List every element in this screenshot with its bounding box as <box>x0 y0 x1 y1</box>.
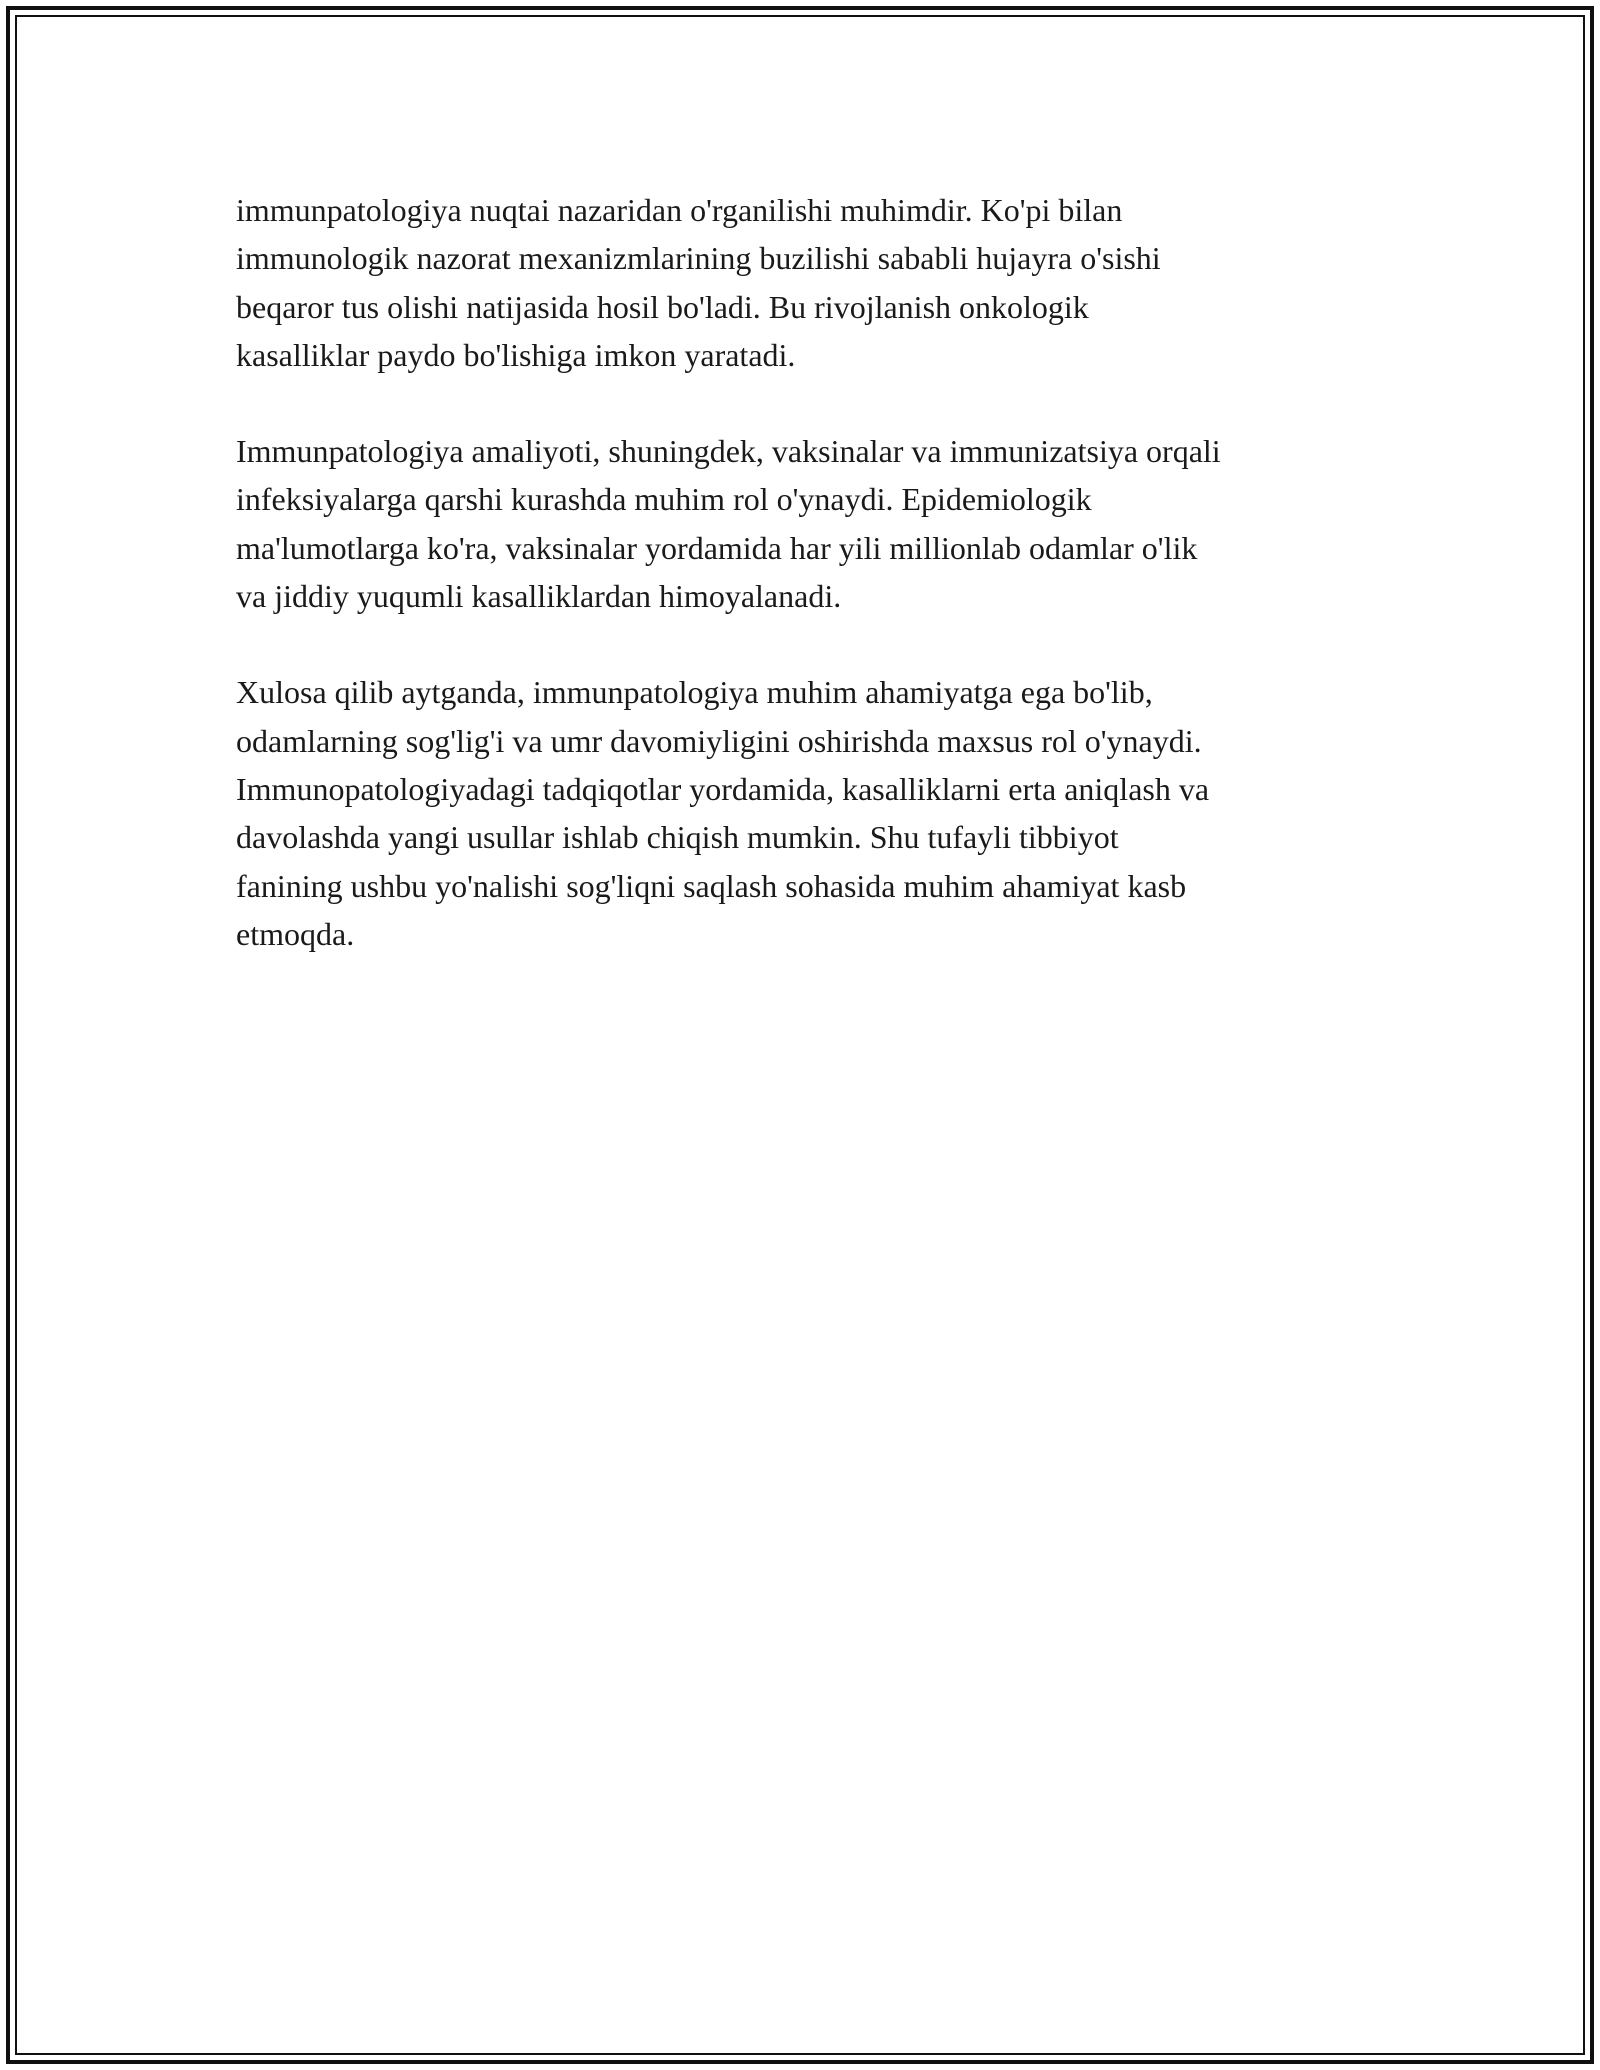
paragraph-2: Immunpatologiya amaliyoti, shuningdek, vaksinalar va immunizatsiya orqali infeksiyalarga qarshi kurashda muhim rol o'ynaydi. Epidemiologik ma'lumotlarga ko'ra, vaksinalar yordamida har yili millionlab odamlar o'lik va jiddiy yuqumli kasalliklardan himoyalanadi. <box>236 433 1221 615</box>
paragraph-3: Xulosa qilib aytganda, immunpatologiya muhim ahamiyatga ega bo'lib, odamlarning sog'lig'i va umr davomiyligini oshirishda maxsus rol o'ynaydi. Immunopatologiyadagi tadqiqotlar yordamida, kasalliklarni erta aniqlash va davolashda yangi usullar ishlab chiqish mumkin. Shu tufayli tibbiyot fanining ushbu yo'nalishi sog'liqni saqlash sohasida muhim ahamiyat kasb etmoqda. <box>236 674 1210 952</box>
paragraph-1: immunpatologiya nuqtai nazaridan o'rganilishi muhimdir. Ko'pi bilan immunologik nazorat mexanizmlarining buzilishi sababli hujayra o'sishi beqaror tus olishi natijasida hosil bo'ladi. Bu rivojlanish onkologik kasalliklar paydo bo'lishiga imkon yaratadi. <box>236 192 1161 373</box>
document-body <box>236 186 1376 1006</box>
